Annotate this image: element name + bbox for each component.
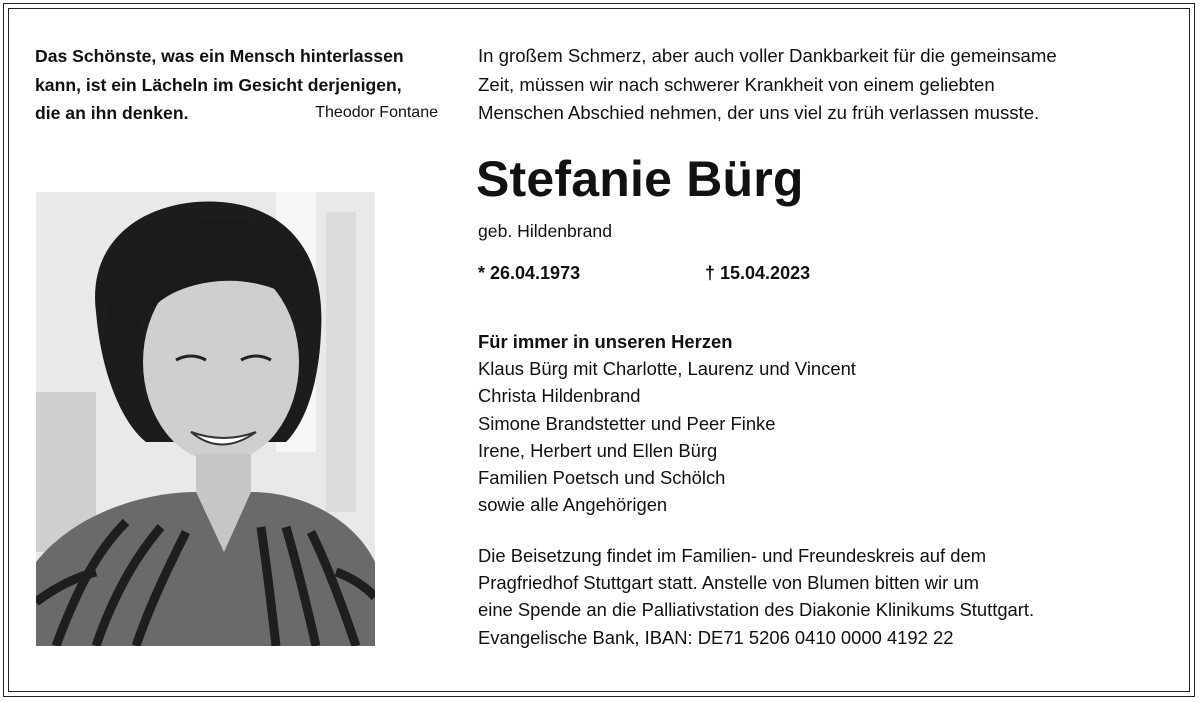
quote-line: Das Schönste, was ein Mensch hinterlassen [35,46,404,66]
deceased-name: Stefanie Bürg [476,151,804,207]
mourner-name: Klaus Bürg mit Charlotte, Laurenz und Vincent [478,358,856,380]
funeral-line: Die Beisetzung findet im Familien- und Freundeskreis auf dem [478,545,987,566]
mourner-name: Familien Poetsch und Schölch [478,467,726,489]
mourner-name: Simone Brandstetter und Peer Finke [478,412,776,434]
mourner-name: Christa Hildenbrand [478,385,641,407]
funeral-info [478,542,1168,651]
portrait-photo [36,192,375,646]
intro-line: In großem Schmerz, aber auch voller Dankbarkeit für die gemeinsame [478,45,1057,66]
death-date: † 15.04.2023 [705,263,811,283]
mourner-name: Irene, Herbert und Ellen Bürg [478,439,718,461]
quote-line: kann, ist ein Lächeln im Gesicht derjenigen, [35,74,402,95]
birth-date: * 26.04.1973 [478,263,581,283]
intro-text [478,42,1158,128]
quote-author: Theodor Fontane [315,104,438,121]
funeral-line: Pragfriedhof Stuttgart statt. Anstelle von Blumen bitten wir um [478,572,979,594]
intro-line: Zeit, müssen wir nach schwerer Krankheit von einem geliebten [478,73,995,95]
quote-block [35,42,440,128]
maiden-name: geb. Hildenbrand [478,221,613,241]
mourner-name: sowie alle Angehörigen [478,494,668,516]
quote-line: die an ihn denken. [35,103,189,123]
mourners-heading: Für immer in unseren Herzen [478,331,733,352]
intro-line: Menschen Abschied nehmen, der uns viel zu früh verlassen musste. [478,102,1040,123]
donation-iban: Evangelische Bank, IBAN: DE71 5206 0410 0000 4192 22 [478,626,954,648]
mourners-list [478,328,1158,518]
funeral-line: eine Spende an die Palliativstation des Diakonie Klinikums Stuttgart. [478,599,1035,621]
